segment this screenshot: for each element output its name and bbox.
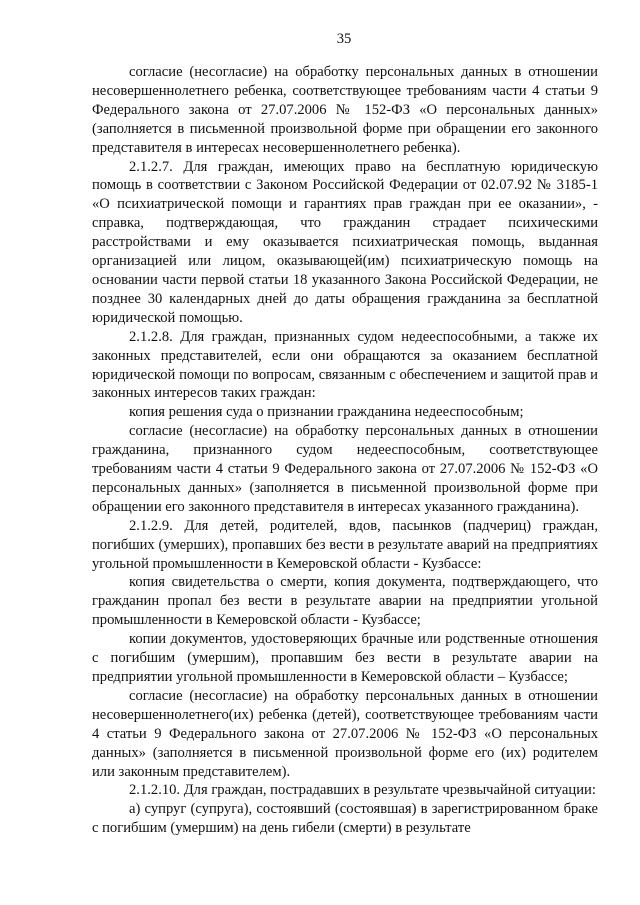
paragraph: 2.1.2.7. Для граждан, имеющих право на бесплатную юридическую помощь в соответствии с Законом Российской Федерации от 02.07.92 № 3185-1 «О психиатрической помощи и гарантиях прав граждан при ее оказании», - справка, подтверждающая, что гражданин страдает психическими расстройствами и ему оказывается психиатрическая помощь, выданная организацией или лицом, оказывающей(им) психиатрическую помощь на основании части первой статьи 18 указанного Закона Российской Федерации, не позднее 30 календарных дней до даты обращения гражданина за бесплатной юридической помощью.	[92, 158, 598, 326]
paragraph: 2.1.2.10. Для граждан, пострадавших в результате чрезвычайной ситуации:	[129, 782, 596, 799]
paragraph: 2.1.2.8. Для граждан, признанных судом недееспособными, а также их законных представителей, если они обращаются за оказанием бесплатной юридической помощи по вопросам, связанным с обеспечением и защитой прав и законных интересов таких граждан:	[92, 328, 598, 402]
paragraph: согласие (несогласие) на обработку персональных данных в отношении несовершеннолетнего(их) ребенка (детей), соответствующее требованиям части 4 статьи 9 Федерального закона от 27.07.2006 № 152-ФЗ «О персональных данных» (заполняется в письменной произвольной форме его (их) родителем или законным представителем).	[92, 687, 598, 780]
paragraph: копии документов, удостоверяющих брачные или родственные отношения с погибшим (умершим), пропавшим без вести в результате аварии на предприятии угольной промышленности в Кемеровской области – Кузбассе;	[92, 631, 598, 685]
paragraph: согласие (несогласие) на обработку персональных данных в отношении несовершеннолетнего ребенка, соответствующее требованиям части 4 статьи 9 Федерального закона от 27.07.2006 № 152-ФЗ «О персональных данных» (заполняется в письменной произвольной форме при обращении его законного представителя в интересах несовершеннолетнего ребенка).	[92, 64, 598, 156]
paragraph: копия свидетельства о смерти, копия документа, подтверждающего, что гражданин пропал без вести в результате аварии на предприятии угольной промышленности в Кемеровской области - Кузбассе;	[92, 574, 598, 629]
paragraph: а) супруг (супруга), состоявший (состоявшая) в зарегистрированном браке с погибшим (умершим) на день гибели (смерти) в результате	[92, 801, 598, 837]
document-body	[92, 63, 598, 838]
paragraph: 2.1.2.9. Для детей, родителей, вдов, пасынков (падчериц) граждан, погибших (умерших), пропавших без вести в результате аварий на предприятиях угольной промышленности в Кемеровской области - Кузбассе:	[92, 517, 598, 572]
page-number: 35	[336, 31, 352, 47]
document-page	[92, 30, 598, 838]
paragraph: копия решения суда о признании гражданина недееспособным;	[129, 404, 524, 421]
paragraph: согласие (несогласие) на обработку персональных данных в отношении гражданина, признанного судом недееспособным, соответствующее требованиям части 4 статьи 9 Федерального закона от 27.07.2006 № 152-ФЗ «О персональных данных» (заполняется в письменной произвольной форме при обращении его законного представителя в интересах указанного гражданина).	[92, 423, 598, 515]
